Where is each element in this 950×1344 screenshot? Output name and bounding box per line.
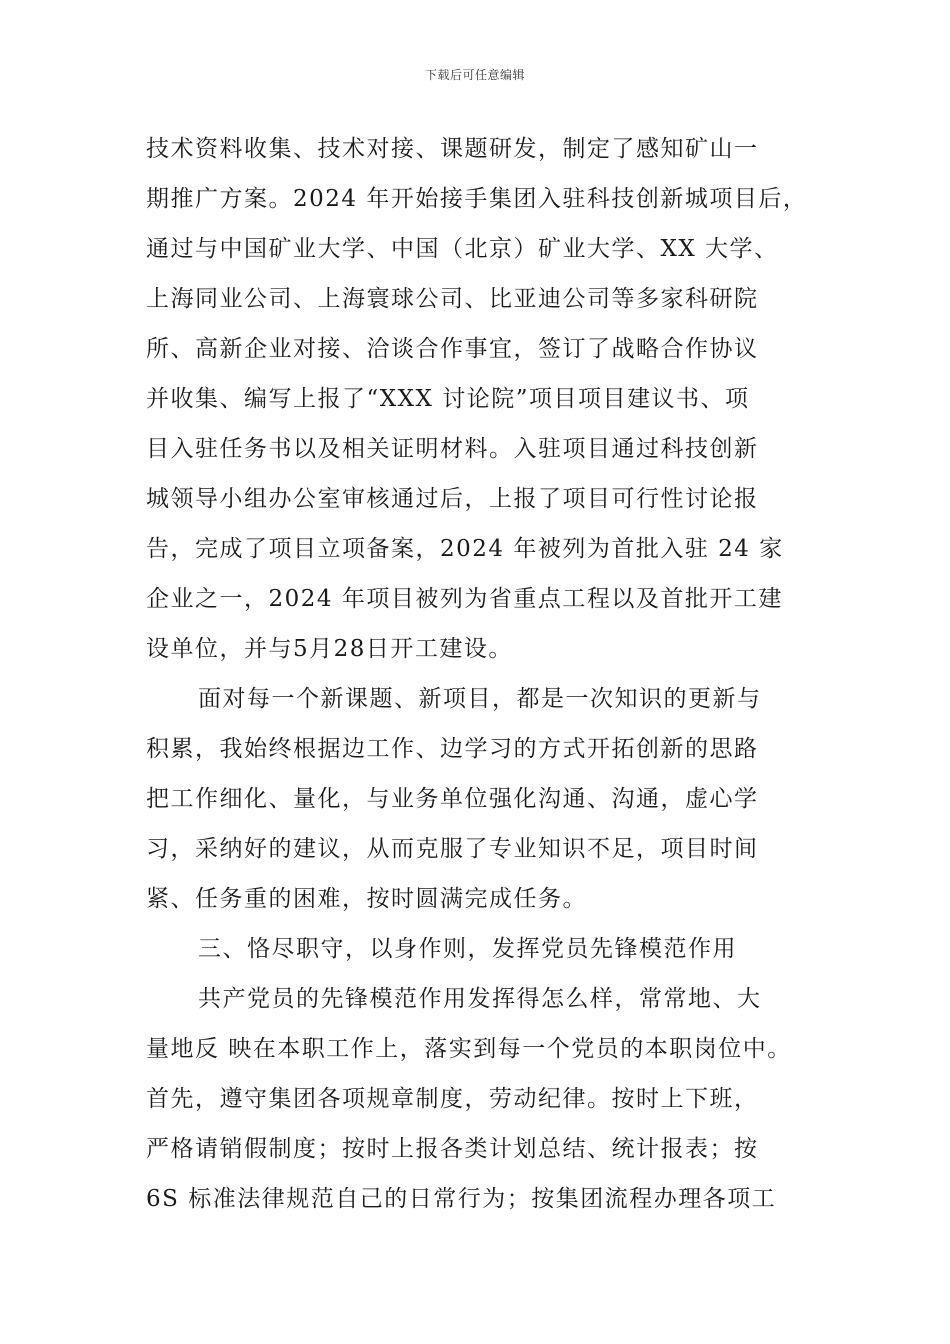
text-line: 三、恪尽职守，以身作则，发挥党员先锋模范作用 (198, 936, 737, 962)
text-line: 6S 标准法律规范自己的日常行为；按集团流程办理各项工 (146, 1186, 777, 1212)
text-line: 目入驻任务书以及相关证明材料。入驻项目通过科技创新 (146, 436, 759, 462)
text-line: 面对每一个新课题、新项目，都是一次知识的更新与 (198, 686, 762, 712)
text-line: 并收集、编写上报了“XXX 讨论院”项目项目建议书、项 (146, 386, 750, 412)
text-line: 把工作细化、量化，与业务单位强化沟通、沟通，虚心学 (146, 786, 759, 812)
document-body (146, 124, 816, 1224)
text-line: 所、高新企业对接、洽谈合作事宜，签订了战略合作协议 (146, 336, 759, 362)
text-line: 积累，我始终根据边工作、边学习的方式开拓创新的思路 (146, 736, 759, 762)
text-line: 技术资料收集、技术对接、课题研发，制定了感知矿山一 (146, 136, 759, 162)
text-line: 习，采纳好的建议，从而克服了专业知识不足，项目时间 (146, 836, 759, 862)
text-line: 量地反 映在本职工作上，落实到每一个党员的本职岗位中。 (146, 1036, 792, 1062)
text-line: 严格请销假制度；按时上报各类计划总结、统计报表；按 (146, 1136, 759, 1162)
text-line: 紧、任务重的困难，按时圆满完成任务。 (146, 886, 587, 912)
text-line: 期推广方案。2024 年开始接手集团入驻科技创新城项目后， (146, 186, 808, 212)
text-line: 设单位，并与5月28日开工建设。 (146, 636, 513, 662)
text-line: 上海同业公司、上海寰球公司、比亚迪公司等多家科研院 (146, 286, 759, 312)
text-line: 首先，遵守集团各项规章制度，劳动纪律。按时上下班， (146, 1086, 759, 1112)
text-line: 通过与中国矿业大学、中国（北京）矿业大学、XX 大学、 (146, 236, 779, 262)
text-line: 共产党员的先锋模范作用发挥得怎么样，常常地、大 (198, 986, 762, 1012)
page-header: 下载后可任意编辑 (424, 68, 525, 82)
text-line: 企业之一，2024 年项目被列为省重点工程以及首批开工建 (146, 586, 783, 612)
text-line: 城领导小组办公室审核通过后，上报了项目可行性讨论报 (146, 486, 759, 512)
text-line: 告，完成了项目立项备案，2024 年被列为首批入驻 24 家 (146, 536, 784, 562)
